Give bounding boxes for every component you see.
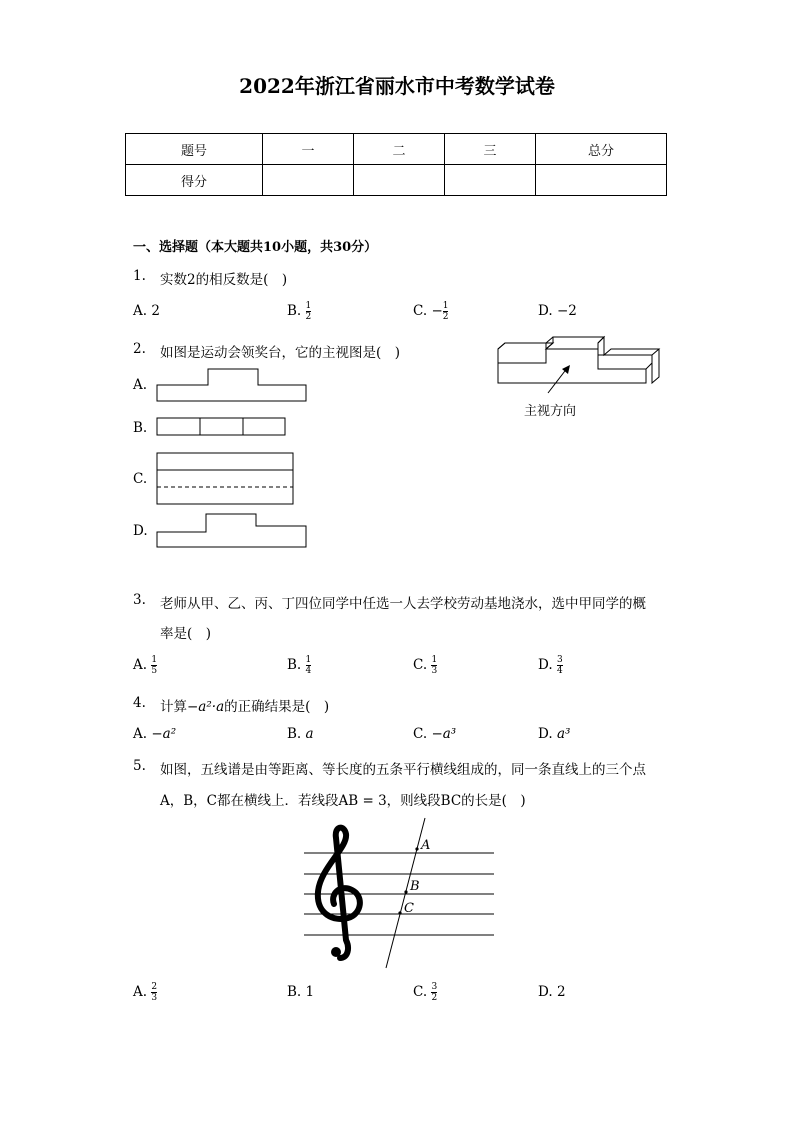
- score-table-header-row: [126, 134, 667, 165]
- q1-number: 1.: [133, 268, 146, 284]
- q2-option-a-figure: [156, 368, 308, 402]
- option-label: D.: [538, 657, 553, 673]
- header-cell: 总分: [536, 134, 667, 165]
- option-label: C.: [413, 984, 428, 1000]
- fraction: [151, 982, 157, 1003]
- option-label: A.: [133, 657, 148, 673]
- q1-stem: 实数2的相反数是( ): [160, 272, 288, 288]
- row-label: 得分: [126, 165, 263, 196]
- option-label: B.: [287, 657, 302, 673]
- podium-3d-figure: [496, 335, 666, 390]
- q2-option-b-figure: [156, 417, 288, 437]
- option-value: 1: [305, 984, 315, 1000]
- option-label: D.: [538, 984, 553, 1000]
- option-label: B.: [287, 726, 302, 742]
- option-value: 2: [556, 984, 566, 1000]
- figure-caption: 主视方向: [524, 404, 577, 419]
- fraction: [431, 982, 437, 1003]
- fraction: [306, 655, 312, 676]
- page-title: 2022年浙江省丽水市中考数学试卷: [239, 74, 555, 98]
- q3-number: 3.: [133, 592, 146, 608]
- header-cell: 二: [354, 134, 445, 165]
- numerator: 1: [151, 655, 158, 665]
- q5-option-a: [133, 982, 157, 1003]
- denominator: 3: [431, 666, 438, 676]
- q4-stem-post: 的正确结果是( ): [224, 699, 330, 715]
- option-label: C.: [413, 657, 428, 673]
- option-label: C.: [413, 726, 428, 742]
- score-cell[interactable]: [354, 165, 445, 196]
- score-cell[interactable]: [263, 165, 354, 196]
- q4-stem-pre: 计算: [160, 699, 187, 715]
- q5-stem-line1: 如图，五线谱是由等距离、等长度的五条平行横线组成的，同一条直线上的三个点: [160, 762, 646, 778]
- option-value: −a³: [431, 726, 457, 742]
- q2-option-d-label: D.: [133, 523, 148, 539]
- q5-option-d: [538, 984, 566, 1000]
- minus-sign: −: [431, 303, 443, 319]
- staff-figure: [300, 818, 500, 970]
- q4-option-c: [413, 726, 456, 742]
- option-label: A.: [133, 726, 148, 742]
- q1-option-c: [413, 301, 448, 322]
- fraction: [306, 301, 312, 322]
- option-label: D.: [538, 303, 553, 319]
- q3-option-c: [413, 655, 437, 676]
- q4-number: 4.: [133, 695, 146, 711]
- numerator: 1: [305, 301, 312, 311]
- numerator: 3: [431, 982, 438, 992]
- treble-clef-icon: [318, 828, 360, 958]
- option-value: a: [305, 726, 314, 742]
- fraction: [431, 655, 437, 676]
- q3-stem-line1: 老师从甲、乙、丙、丁四位同学中任选一人去学校劳动基地浇水，选中甲同学的概: [160, 596, 646, 612]
- q5-option-b: [287, 984, 314, 1000]
- q2-option-b-label: B.: [133, 420, 148, 436]
- denominator: 4: [305, 666, 312, 676]
- header-cell: 三: [445, 134, 536, 165]
- section-heading: 一、选择题（本大题共10小题，共30分）: [133, 240, 378, 255]
- q2-number: 2.: [133, 341, 146, 357]
- point-c-label: C: [404, 901, 414, 916]
- numerator: 1: [442, 301, 449, 311]
- score-cell[interactable]: [445, 165, 536, 196]
- option-value: −a²: [151, 726, 177, 742]
- q1-option-b: [287, 301, 311, 322]
- q4-option-a: [133, 726, 176, 742]
- fraction: [443, 301, 449, 322]
- option-value: 2: [151, 303, 160, 319]
- q1-option-a: [133, 303, 160, 319]
- numerator: 2: [151, 982, 158, 992]
- score-table: [125, 133, 667, 196]
- option-value: a³: [556, 726, 571, 742]
- numerator: 1: [431, 655, 438, 665]
- denominator: 2: [431, 993, 438, 1003]
- q1-option-d: [538, 303, 577, 319]
- q4-expression: −a²·a: [187, 699, 225, 715]
- numerator: 3: [556, 655, 563, 665]
- point-a-label: A: [421, 838, 431, 853]
- q3-stem-line2: 率是( ): [160, 626, 212, 642]
- option-label: D.: [538, 726, 553, 742]
- q3-option-a: [133, 655, 157, 676]
- option-label: B.: [287, 303, 302, 319]
- fraction: [557, 655, 563, 676]
- q3-option-b: [287, 655, 311, 676]
- option-label: A.: [133, 303, 148, 319]
- q2-stem: 如图是运动会领奖台，它的主视图是( ): [160, 345, 401, 361]
- q2-option-a-label: A.: [133, 377, 148, 393]
- numerator: 1: [305, 655, 312, 665]
- q2-option-d-figure: [156, 513, 308, 549]
- q2-option-c-figure: [156, 452, 296, 508]
- q3-option-d: [538, 655, 563, 676]
- option-value: −2: [556, 303, 577, 319]
- option-label: A.: [133, 984, 148, 1000]
- q5-stem-line2: A，B，C都在横线上．若线段AB = 3，则线段BC的长是( ): [160, 793, 526, 809]
- header-cell: 一: [263, 134, 354, 165]
- denominator: 3: [151, 993, 158, 1003]
- option-label: C.: [413, 303, 428, 319]
- denominator: 2: [442, 312, 449, 322]
- option-label: B.: [287, 984, 302, 1000]
- point-b-label: B: [410, 879, 420, 894]
- q4-option-d: [538, 726, 570, 742]
- q4-stem: [160, 695, 329, 715]
- q2-option-c-label: C.: [133, 471, 148, 487]
- denominator: 2: [305, 312, 312, 322]
- q5-option-c: [413, 982, 437, 1003]
- denominator: 4: [556, 666, 563, 676]
- header-cell: 题号: [126, 134, 263, 165]
- view-direction-arrow-icon: [544, 363, 574, 395]
- score-cell[interactable]: [536, 165, 667, 196]
- fraction: [151, 655, 157, 676]
- denominator: 5: [151, 666, 158, 676]
- q4-option-b: [287, 726, 314, 742]
- q5-number: 5.: [133, 758, 146, 774]
- score-table-score-row: [126, 165, 667, 196]
